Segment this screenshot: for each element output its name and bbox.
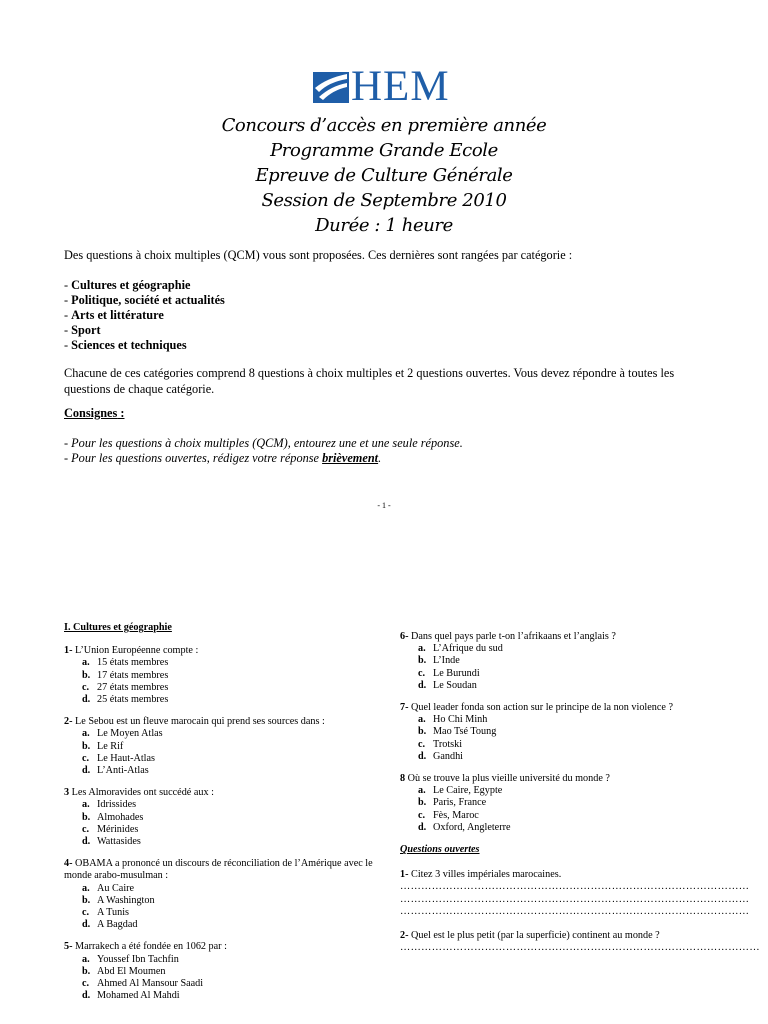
- title-line: Programme Grande Ecole: [270, 140, 498, 161]
- answer-option[interactable]: [400, 751, 720, 763]
- questions-left-column: [64, 622, 394, 1012]
- question-number: 3: [64, 787, 70, 799]
- option-text: Wattasides: [97, 836, 141, 848]
- option-letter: c.: [82, 978, 90, 990]
- rule-line: - Pour les questions ouvertes, rédigez votre réponse brièvement.: [64, 451, 382, 465]
- answer-options: [400, 714, 720, 763]
- option-letter: c.: [82, 823, 90, 835]
- answer-options: [64, 954, 394, 1003]
- option-letter: a.: [82, 882, 90, 894]
- option-text: Idrissides: [97, 799, 137, 811]
- option-text: Mao Tsé Toung: [433, 726, 497, 738]
- question-number: 1-: [64, 645, 73, 657]
- option-text: Le Rif: [97, 740, 124, 752]
- answer-option[interactable]: [64, 990, 394, 1002]
- consignes-heading: Consignes :: [64, 406, 125, 420]
- question-text: [400, 773, 720, 785]
- option-letter: b.: [418, 726, 427, 738]
- option-letter: d.: [82, 694, 91, 706]
- question-label: Quel est le plus petit (par la superficie) continent au monde ?: [408, 930, 660, 942]
- consignes-rules: [64, 436, 463, 466]
- option-letter: a.: [418, 785, 426, 797]
- hem-logo: [313, 63, 450, 110]
- question-text: [64, 941, 394, 953]
- answer-option[interactable]: [64, 966, 394, 978]
- option-text: 25 états membres: [97, 694, 169, 706]
- question-text: [64, 787, 394, 799]
- answer-option[interactable]: [64, 657, 394, 669]
- answer-option[interactable]: [64, 765, 394, 777]
- answer-option[interactable]: [64, 753, 394, 765]
- option-text: Abd El Moumen: [97, 965, 166, 977]
- option-letter: d.: [418, 679, 427, 691]
- answer-option[interactable]: [400, 643, 720, 655]
- question-number: 5-: [64, 941, 73, 953]
- title-line: Epreuve de Culture Générale: [255, 165, 513, 186]
- question-text: [400, 631, 720, 643]
- answer-option[interactable]: [400, 797, 720, 809]
- mcq-question: [64, 645, 394, 706]
- option-letter: c.: [418, 667, 426, 679]
- answer-option[interactable]: [64, 836, 394, 848]
- option-letter: a.: [82, 953, 90, 965]
- answer-option[interactable]: [64, 799, 394, 811]
- answer-option[interactable]: [400, 810, 720, 822]
- question-number: 4-: [64, 858, 73, 870]
- option-letter: b.: [82, 740, 91, 752]
- question-number: 1-: [400, 869, 409, 881]
- mcq-question: [64, 941, 394, 1002]
- answer-option[interactable]: [64, 978, 394, 990]
- question-number: 7-: [400, 702, 409, 714]
- mcq-question: [400, 702, 720, 763]
- answer-option[interactable]: [400, 680, 720, 692]
- answer-option[interactable]: [64, 728, 394, 740]
- question-label: Où se trouve la plus vieille université du monde ?: [405, 773, 610, 785]
- question-text: [64, 716, 394, 728]
- answer-option[interactable]: [64, 907, 394, 919]
- option-text: L’Afrique du sud: [433, 643, 503, 655]
- option-letter: a.: [82, 728, 90, 740]
- answer-option[interactable]: [400, 726, 720, 738]
- title-line: Session de Septembre 2010: [261, 190, 507, 211]
- hem-logo-text: HEM: [351, 63, 450, 110]
- mcq-question: [64, 787, 394, 848]
- option-letter: b.: [82, 965, 91, 977]
- option-letter: a.: [82, 799, 90, 811]
- option-text: Le Moyen Atlas: [97, 728, 163, 740]
- mcq-list-right: [400, 631, 720, 834]
- instructions-paragraph: Chacune de ces catégories comprend 8 questions à choix multiples et 2 questions ouvertes. Vous devez répondre à toutes les questions de chaque catégorie.: [64, 366, 675, 396]
- option-text: Le Caire, Egypte: [433, 785, 503, 797]
- option-text: Paris, France: [433, 797, 487, 809]
- option-letter: b.: [82, 811, 91, 823]
- answer-option[interactable]: [64, 954, 394, 966]
- question-number: 2-: [64, 716, 73, 728]
- question-label: Le Sebou est un fleuve marocain qui prend ses sources dans :: [72, 716, 325, 728]
- exam-title-block: [0, 113, 768, 238]
- mcq-list-left: [64, 645, 394, 1002]
- option-letter: a.: [82, 657, 90, 669]
- answer-options: [64, 728, 394, 777]
- answer-option[interactable]: [64, 812, 394, 824]
- answer-option[interactable]: [400, 714, 720, 726]
- answer-options: [64, 657, 394, 706]
- option-text: 15 états membres: [97, 657, 169, 669]
- hem-logo-mark-icon: [313, 70, 349, 104]
- option-text: Ho Chi Minh: [433, 714, 488, 726]
- option-text: Fès, Maroc: [433, 809, 479, 821]
- option-letter: b.: [82, 669, 91, 681]
- option-text: Almohades: [97, 811, 144, 823]
- category-item: - Sciences et techniques: [64, 338, 187, 352]
- rule-line: - Pour les questions à choix multiples (QCM), entourez une et une seule réponse.: [64, 436, 463, 450]
- answer-line[interactable]: ………………………………………………………………………………………: [400, 893, 750, 905]
- answer-line[interactable]: ………………………………………………………………………………………: [400, 905, 750, 917]
- category-item: - Politique, société et actualités: [64, 293, 225, 307]
- title-line: Durée : 1 heure: [315, 215, 453, 236]
- option-text: Ahmed Al Mansour Saadi: [97, 978, 204, 990]
- option-text: 27 états membres: [97, 681, 169, 693]
- option-text: Oxford, Angleterre: [433, 821, 511, 833]
- question-label: Marrakech a été fondée en 1062 par :: [72, 941, 227, 953]
- question-label: Les Almoravides ont succédé aux :: [69, 787, 214, 799]
- option-letter: b.: [418, 797, 427, 809]
- answer-option[interactable]: [64, 694, 394, 706]
- option-letter: c.: [418, 809, 426, 821]
- mcq-question: [64, 716, 394, 777]
- option-letter: c.: [82, 907, 90, 919]
- option-letter: b.: [82, 894, 91, 906]
- option-text: A Washington: [97, 894, 155, 906]
- question-number: 2-: [400, 930, 409, 942]
- option-text: Trotski: [433, 738, 463, 750]
- option-letter: d.: [82, 765, 91, 777]
- question-label: Citez 3 villes impériales marocaines.: [408, 869, 562, 881]
- option-text: L’Inde: [433, 655, 460, 667]
- section-title: I. Cultures et géographie: [64, 622, 172, 633]
- option-letter: d.: [82, 919, 91, 931]
- option-letter: d.: [418, 821, 427, 833]
- intro-paragraph: Des questions à choix multiples (QCM) vous sont proposées. Ces dernières sont rangées par catégorie :: [64, 248, 573, 262]
- question-label: L’Union Européenne compte :: [72, 645, 199, 657]
- option-letter: c.: [82, 752, 90, 764]
- answer-options: [64, 799, 394, 848]
- title-line: Concours d’accès en première année: [221, 115, 547, 136]
- open-questions-list: [400, 869, 760, 954]
- answer-option[interactable]: [400, 668, 720, 680]
- question-label: Quel leader fonda son action sur le principe de la non violence ?: [408, 702, 673, 714]
- option-text: Le Soudan: [433, 679, 477, 691]
- option-letter: d.: [82, 836, 91, 848]
- answer-option[interactable]: [64, 919, 394, 931]
- answer-options: [400, 643, 720, 692]
- question-label: Dans quel pays parle t-on l’afrikaans et l’anglais ?: [408, 631, 616, 642]
- mcq-question: [400, 773, 720, 834]
- open-question: [400, 930, 760, 954]
- question-text: [64, 645, 394, 657]
- question-number: 6-: [400, 631, 409, 642]
- option-text: Youssef Ibn Tachfin: [97, 953, 179, 965]
- category-item: - Cultures et géographie: [64, 278, 191, 292]
- question-text: [400, 869, 720, 881]
- answer-option[interactable]: [64, 883, 394, 895]
- option-text: Au Caire: [97, 882, 135, 894]
- answer-option[interactable]: [64, 824, 394, 836]
- option-text: A Bagdad: [97, 919, 138, 931]
- option-letter: c.: [82, 681, 90, 693]
- question-label: OBAMA a prononcé un discours de réconciliation de l’Amérique avec le monde arabo-musulman :: [64, 858, 373, 882]
- option-text: 17 états membres: [97, 669, 169, 681]
- answer-line[interactable]: …………………………………………………………………………………………: [400, 942, 760, 954]
- category-item: - Arts et littérature: [64, 308, 164, 322]
- category-list: [64, 278, 225, 353]
- answer-option[interactable]: [64, 741, 394, 753]
- option-letter: a.: [418, 714, 426, 726]
- option-letter: d.: [82, 990, 91, 1002]
- mcq-question: [64, 858, 394, 931]
- option-text: A Tunis: [97, 907, 130, 919]
- answer-option[interactable]: [64, 895, 394, 907]
- option-text: Le Haut-Atlas: [97, 752, 155, 764]
- open-questions-title: Questions ouvertes: [400, 844, 480, 856]
- open-question: [400, 869, 750, 918]
- question-number: 8: [400, 773, 406, 785]
- answer-line[interactable]: ………………………………………………………………………………………: [400, 881, 750, 893]
- option-letter: a.: [418, 643, 426, 655]
- option-text: Mohamed Al Mahdi: [97, 990, 180, 1002]
- question-text: [400, 702, 720, 714]
- answer-option[interactable]: [400, 739, 720, 751]
- answer-option[interactable]: [64, 682, 394, 694]
- question-text: [400, 930, 720, 942]
- mcq-question: [400, 631, 720, 692]
- question-text: [64, 858, 394, 882]
- option-text: L’Anti-Atlas: [97, 765, 149, 777]
- option-text: Le Burundi: [433, 667, 480, 679]
- answer-options: [64, 883, 394, 932]
- answer-option[interactable]: [400, 655, 720, 667]
- option-text: Gandhi: [433, 750, 463, 762]
- option-letter: d.: [418, 750, 427, 762]
- answer-option[interactable]: [64, 670, 394, 682]
- answer-options: [400, 785, 720, 834]
- option-letter: b.: [418, 655, 427, 667]
- option-letter: c.: [418, 738, 426, 750]
- answer-option[interactable]: [400, 785, 720, 797]
- category-item: - Sport: [64, 323, 101, 337]
- option-text: Mérinides: [97, 823, 139, 835]
- questions-right-column: [400, 631, 760, 966]
- page-number: - 1 -: [377, 501, 391, 510]
- answer-option[interactable]: [400, 822, 720, 834]
